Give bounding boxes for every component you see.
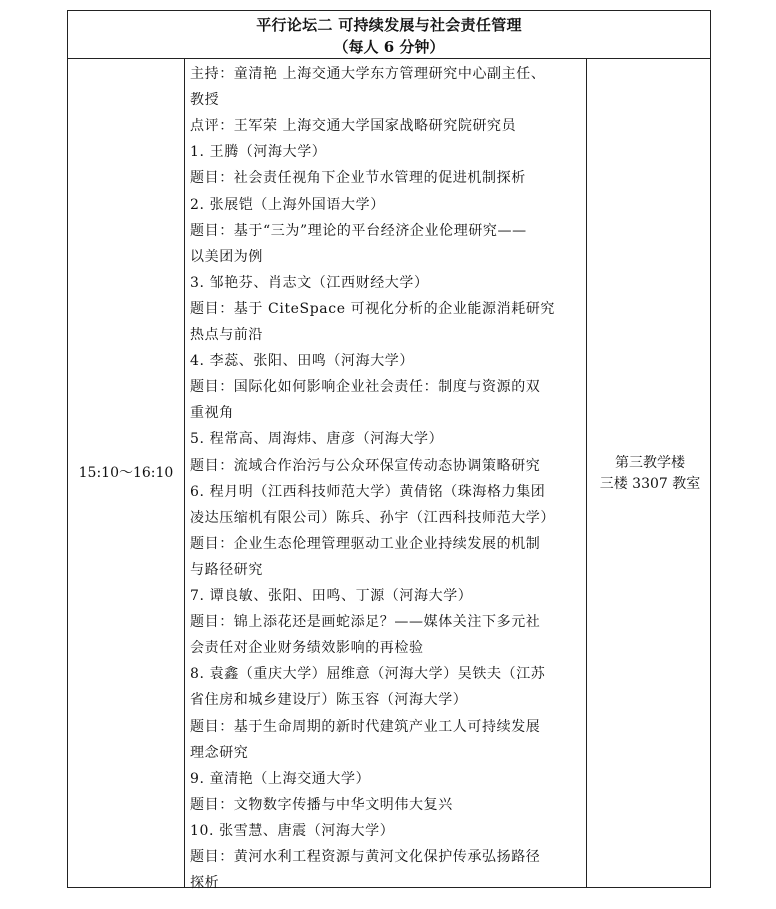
content-line: 题目：企业生态伦理管理驱动工业企业持续发展的机制 — [190, 535, 541, 552]
schedule-table — [67, 10, 711, 892]
content-line: 6. 程月明（江西科技师范大学）黄倩铭（珠海格力集团 — [190, 483, 546, 500]
content-line: 主持：童清艳 上海交通大学东方管理研究中心副主任、 — [190, 66, 546, 82]
content-line: 重视角 — [190, 405, 234, 422]
forum-title: 平行论坛二 可持续发展与社会责任管理 — [256, 16, 522, 34]
content-line: 2. 张展铠（上海外国语大学） — [190, 196, 385, 213]
content-line: 题目：基于“三为”理论的平台经济企业伦理研究—— — [190, 222, 527, 239]
content-line: 1. 王腾（河海大学） — [190, 144, 327, 161]
content-line: 以美团为例 — [190, 248, 263, 265]
content-line: 8. 袁鑫（重庆大学）屈维意（河海大学）吴铁夫（江苏 — [190, 666, 546, 683]
content-line: 题目：基于生命周期的新时代建筑产业工人可持续发展 — [190, 718, 541, 735]
session-time: 15:10～16:10 — [78, 465, 174, 481]
content-line: 题目：国际化如何影响企业社会责任：制度与资源的双 — [190, 379, 541, 396]
content-line: 4. 李蕊、张阳、田鸣（河海大学） — [190, 353, 415, 370]
content-line: 题目：黄河水利工程资源与黄河文化保护传承弘扬路径 — [190, 849, 541, 865]
content-line: 热点与前沿 — [190, 327, 263, 343]
content-line: 3. 邹艳芬、肖志文（江西财经大学） — [190, 274, 429, 291]
forum-subtitle: （每人 6 分钟） — [333, 38, 445, 56]
content-line: 教授 — [190, 92, 220, 109]
room-building: 第三教学楼 — [615, 455, 685, 471]
content-line: 题目：基于 CiteSpace 可视化分析的企业能源消耗研究 — [190, 300, 556, 317]
content-line: 9. 童清艳（上海交通大学） — [190, 770, 371, 787]
content-line: 探析 — [190, 875, 220, 892]
content-line: 题目：锦上添花还是画蛇添足？——媒体关注下多元社 — [190, 614, 541, 631]
column-divider-room — [586, 59, 587, 887]
content-line: 题目：文物数字传播与中华文明伟大复兴 — [190, 796, 453, 813]
content-line: 题目：社会责任视角下企业节水管理的促进机制探析 — [190, 170, 526, 187]
content-line: 10. 张雪慧、唐震（河海大学） — [190, 822, 395, 839]
content-line: 会责任对企业财务绩效影响的再检验 — [190, 640, 424, 657]
content-line: 点评：王军荣 上海交通大学国家战略研究院研究员 — [190, 118, 517, 135]
content-line: 理念研究 — [190, 744, 249, 761]
column-divider-time — [184, 59, 185, 887]
room-number: 三楼 3307 教室 — [599, 476, 701, 492]
content-line: 题目：流域合作治污与公众环保宣传动态协调策略研究 — [190, 457, 541, 474]
content-line: 凌达压缩机有限公司）陈兵、孙宇（江西科技师范大学） — [190, 509, 555, 526]
content-line: 省住房和城乡建设厅）陈玉容（河海大学） — [190, 692, 468, 709]
content-line: 与路径研究 — [190, 561, 263, 578]
content-line: 5. 程常高、周海炜、唐彦（河海大学） — [190, 431, 444, 448]
content-line: 7. 谭良敏、张阳、田鸣、丁源（河海大学） — [190, 588, 473, 604]
table-header — [68, 11, 710, 59]
